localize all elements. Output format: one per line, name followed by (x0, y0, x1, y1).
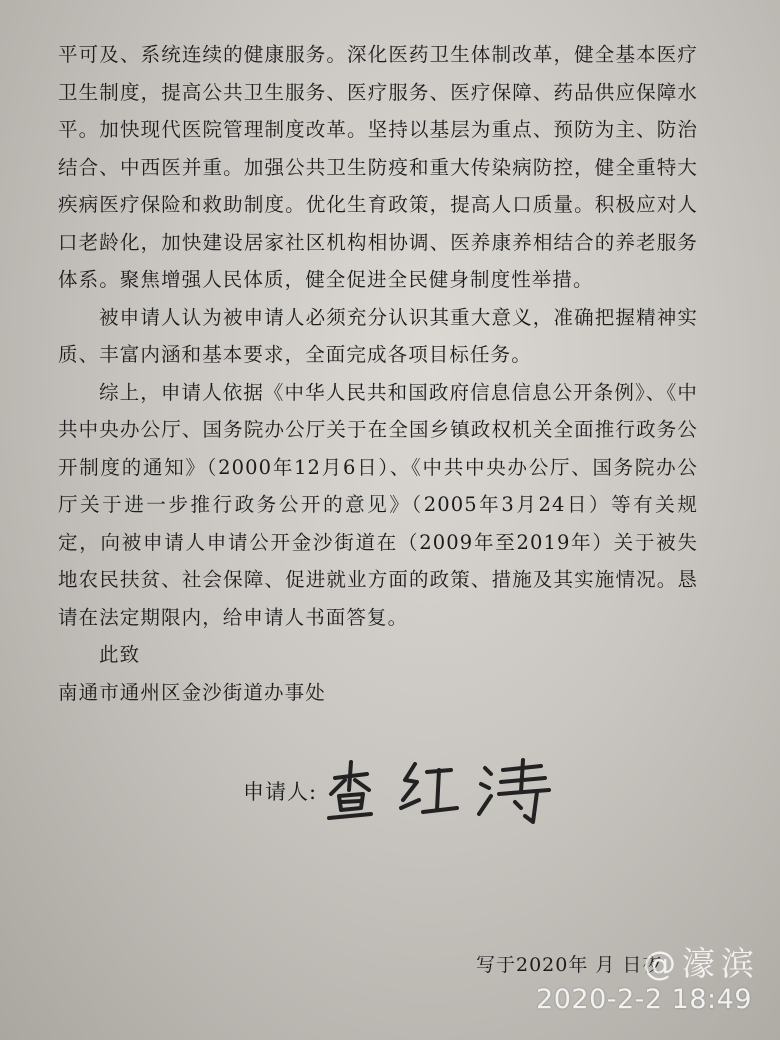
signature-label: 申请人: (243, 780, 318, 804)
photo-timestamp: 2020-2-2 18:49 (536, 984, 752, 1015)
watermark: @濠滨 (643, 944, 760, 983)
paragraph-health-services: 平可及、系统连续的健康服务。深化医药卫生体制改革，健全基本医疗卫生制度，提高公共卫生服务、医疗服务、医疗保障、药品供应保障水平。加快现代医院管理制度改革。坚持以基层为重点、预防为主、防治结合、中西医并重。加强公共卫生防疫和重大传染病防控，健全重特大疾病医疗保险和救助制度。优化生育政策，提高人口质量。积极应对人口老龄化，加快建设居家社区机构相协调、医养康养相结合的养老服务体系。聚焦增强人民体质，健全促进全民健身制度性举措。 (58, 43, 698, 291)
paragraph-respondent-statement: 被申请人认为被申请人必须充分认识其重大意义，准确把握精神实质、丰富内涵和基本要求，全面完成各项目标任务。 (58, 305, 698, 366)
letter-body (58, 36, 698, 711)
handwritten-signature (323, 756, 573, 826)
date-line: 写于2020年 月 日夜 (476, 954, 663, 976)
salutation: 此致 (99, 643, 141, 666)
signature-block (243, 756, 573, 826)
recipient: 南通市通州区金沙街道办事处 (58, 680, 326, 704)
paragraph-request: 综上，申请人依据《中华人民共和国政府信息信息公开条例》、《中共中央办公厅、国务院办公厅关于在全国乡镇政权机关全面推行政务公开制度的通知》（2000年12月6日）、《中共中央办公厅、国务院办公厅关于进一步推行政务公开的意见》（2005年3月24日）等有关规定，向被申请人申请公开金沙街道在（2009年至2019年）关于被失地农民扶贫、社会保障、促进就业方面的政策、措施及其实施情况。恳请在法定期限内，给申请人书面答复。 (58, 380, 698, 629)
